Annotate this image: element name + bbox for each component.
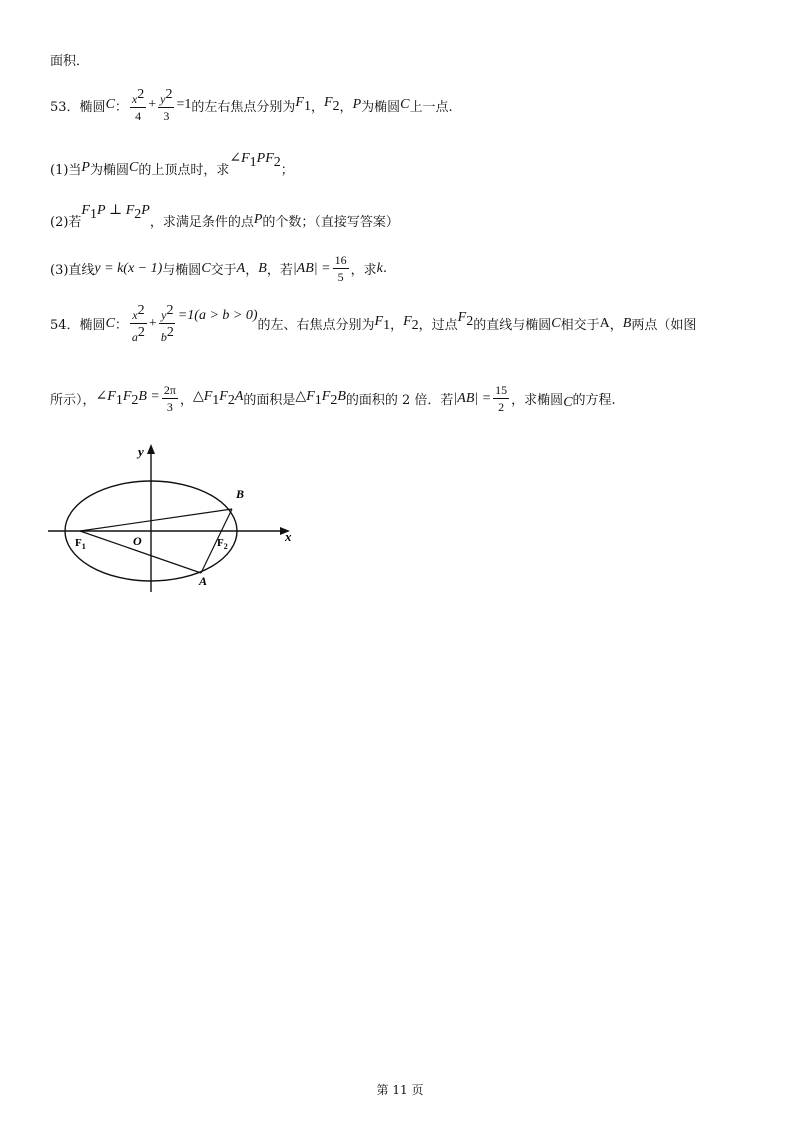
triangle-F1F2A: $\triangle F_1F_2A$ [192, 389, 244, 408]
angle-F1F2B: $\angle F_1F_2B$ = [95, 389, 160, 408]
triangle-F1F2B: $\triangle F_1F_2B$ [295, 389, 346, 408]
question-54-continuation: 所示）， $\angle F_1F_2B$ = $\frac{2\pi}{3}$ ， $\triangle F_1F_2A$ 的面积是 $\triangle F_1F_2B$ 的面积的 2 倍．若 |AB| = $\frac{15}{2}$ ，求椭圆 C 的方程. [50, 383, 616, 414]
abs-AB: |AB| = [292, 260, 331, 276]
text-line-area [50, 50, 89, 69]
segment-F1-B [80, 509, 232, 531]
fraction-15-over-2: $\frac{15}{2}$ [495, 383, 508, 414]
fraction-y2-over-3: $\frac{y^2}{3}$ [160, 87, 173, 123]
fraction-2pi-over-3: $\frac{2\pi}{3}$ [163, 383, 176, 414]
question-54-stem: 54． 椭圆 C ： $\frac{x^2}{a^2}$ + $\frac{y^2}{b^2}$ =1(a > b > 0) 的左、右焦点分别为 $F_1$ ， $F_2$ ，过点 $F_2$ 的直线与椭圆 C 相交于 A ， B 两点（如图 [50, 303, 697, 344]
fraction-x2-over-4: $\frac{x^2}{4}$ [131, 87, 145, 123]
label-F2: $F_2$ [217, 537, 228, 551]
label-F1: $F_1$ [75, 537, 86, 551]
fraction-x2-over-a2: $\frac{x^2}{a^2}$ [131, 303, 145, 344]
question-53-part-2: (2)若 $F_1P$ ⊥ $F_2P$ ，求满足条件的点 P 的个数；（直接写答案） [50, 203, 399, 230]
line-equation: y = k(x − 1) [94, 260, 163, 276]
question-53-part-1: (1)当 P 为椭圆 C 的上顶点时，求 $\angle F_1PF_2$ ； [50, 151, 294, 178]
question-number: 53． [50, 99, 80, 115]
label-A: A [199, 574, 208, 588]
label-O: O [133, 534, 142, 548]
fraction-16-over-5: $\frac{16}{5}$ [334, 253, 347, 284]
angle-F1PF2: $\angle F_1PF_2$ [229, 151, 281, 170]
question-number: 54． [50, 318, 80, 333]
label-x: x [285, 529, 292, 544]
label-B: B [236, 487, 245, 501]
question-53-part-3: (3)直线 y = k(x − 1) 与椭圆 C 交于 A ， B ，若 |AB| = $\frac{16}{5}$ ，求 k . [50, 253, 387, 284]
label-y: y [138, 444, 144, 459]
perpendicular-expression: $F_1P$ ⊥ $F_2P$ [81, 203, 150, 222]
page-number: 第 11 页 [376, 1083, 424, 1097]
ellipse-figure [40, 440, 310, 600]
fraction-y2-over-b2: $\frac{y^2}{b^2}$ [160, 303, 174, 344]
question-53-stem: 53． 椭圆 C ： $\frac{x^2}{4}$ + $\frac{y^2}{3}$ =1 的左右焦点分别为 $F_1$ ， $F_2$ ， P 为椭圆 C 上一点. [50, 87, 453, 123]
y-axis-arrow-icon [147, 444, 155, 454]
area-text: 面积． [50, 54, 90, 69]
